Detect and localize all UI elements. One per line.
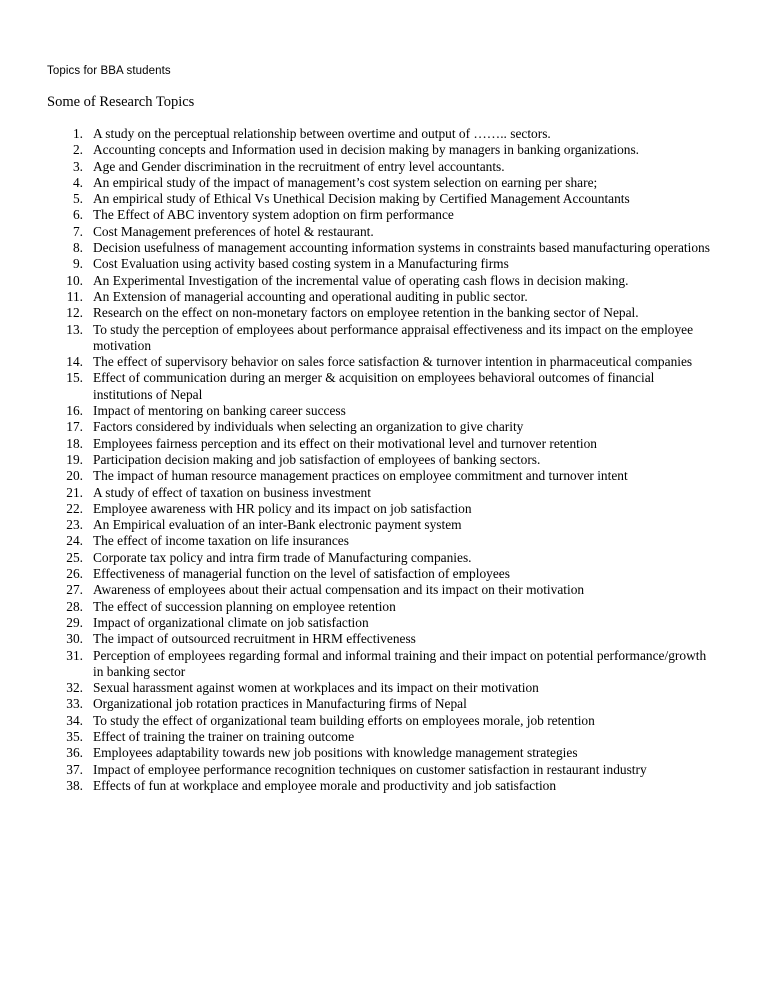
list-item [0, 354, 713, 370]
list-item [0, 322, 713, 355]
list-item-number: 12. [66, 305, 83, 321]
document-header: Topics for BBA students [47, 65, 171, 77]
list-item-text: Corporate tax policy and intra firm trade of Manufacturing companies. [93, 549, 472, 565]
list-item [0, 566, 713, 582]
list-item [0, 599, 713, 615]
list-item-text: The impact of human resource management practices on employee commitment and turnover intent [93, 468, 628, 484]
list-item-text: An Experimental Investigation of the incremental value of operating cash flows in decision making. [93, 272, 629, 288]
list-item-text: Organizational job rotation practices in Manufacturing firms of Nepal [93, 696, 467, 712]
list-item-number: 17. [66, 419, 83, 435]
list-item-number: 38. [66, 777, 83, 793]
list-item [0, 452, 713, 468]
list-item-number: 11. [66, 288, 83, 304]
list-item [0, 533, 713, 549]
list-item [0, 289, 713, 305]
list-item-number: 10. [66, 272, 83, 288]
list-item-number: 3. [72, 158, 83, 174]
list-item [0, 648, 713, 681]
list-item [0, 126, 713, 142]
list-item [0, 305, 713, 321]
list-item-text: An empirical study of the impact of management’s cost system selection on earning per share; [93, 174, 598, 190]
list-item-text: Effect of training the trainer on training outcome [93, 728, 355, 744]
list-item [0, 713, 713, 729]
list-item-text: Cost Management preferences of hotel & restaurant. [93, 223, 374, 239]
list-item [0, 175, 713, 191]
list-item-text: A study on the perceptual relationship between overtime and output of …….. sectors. [93, 126, 551, 141]
list-item-number: 4. [72, 174, 83, 190]
list-item-number: 35. [66, 728, 83, 744]
list-item-text: Impact of employee performance recognition techniques on customer satisfaction in restaurant industry [93, 761, 647, 777]
list-item-number: 5. [72, 191, 83, 207]
list-item-text: Employees adaptability towards new job positions with knowledge management strategies [93, 745, 578, 761]
list-item-text: An Empirical evaluation of an inter-Bank electronic payment system [93, 517, 462, 533]
list-item-number: 8. [72, 240, 83, 256]
list-item-text: Sexual harassment against women at workplaces and its impact on their motivation [93, 680, 539, 696]
list-item [0, 501, 713, 517]
list-item-text: To study the effect of organizational team building efforts on employees morale, job retention [93, 712, 595, 728]
list-item-text: Awareness of employees about their actual compensation and its impact on their motivation [93, 582, 585, 598]
list-item-text: Perception of employees regarding formal and informal training and their impact on potential performance/growth in banking sector [93, 647, 707, 679]
list-item-text: The effect of supervisory behavior on sales force satisfaction & turnover intention in pharmaceutical companies [93, 354, 693, 370]
list-item-number: 21. [66, 484, 83, 500]
list-item [0, 419, 713, 435]
list-item-text: Effects of fun at workplace and employee morale and productivity and job satisfaction [93, 777, 557, 793]
list-item-number: 25. [66, 549, 83, 565]
list-item-number: 34. [66, 712, 83, 728]
list-item-number: 33. [66, 696, 83, 712]
list-item [0, 517, 713, 533]
list-item [0, 273, 713, 289]
list-item-number: 29. [66, 614, 83, 630]
list-item [0, 142, 713, 158]
list-item [0, 207, 713, 223]
list-item-number: 1. [72, 126, 83, 141]
list-item-text: A study of effect of taxation on business investment [93, 484, 371, 500]
list-item [0, 762, 713, 778]
list-item-number: 26. [66, 566, 83, 582]
list-item [0, 696, 713, 712]
list-item-number: 9. [72, 256, 83, 272]
list-item-number: 13. [66, 321, 83, 337]
list-item-text: Participation decision making and job satisfaction of employees of banking sectors. [93, 451, 541, 467]
list-item-number: 19. [66, 451, 83, 467]
list-item-text: Effect of communication during an merger & acquisition on employees behavioral outcomes of financial institutions of Nepal [93, 370, 655, 402]
list-item-text: Accounting concepts and Information used in decision making by managers in banking organizations. [93, 142, 640, 158]
list-item-text: Effectiveness of managerial function on the level of satisfaction of employees [93, 566, 510, 582]
list-item-text: Factors considered by individuals when selecting an organization to give charity [93, 419, 524, 435]
list-item-number: 18. [66, 435, 83, 451]
list-item [0, 778, 713, 794]
list-item [0, 159, 713, 175]
list-item [0, 615, 713, 631]
list-item-text: Age and Gender discrimination in the recruitment of entry level accountants. [93, 158, 505, 174]
list-item [0, 729, 713, 745]
list-item-number: 31. [66, 647, 83, 663]
list-item [0, 224, 713, 240]
list-item-number: 7. [72, 223, 83, 239]
list-item [0, 485, 713, 501]
list-item [0, 550, 713, 566]
list-item [0, 370, 713, 403]
list-item [0, 631, 713, 647]
page-title: Some of Research Topics [47, 94, 195, 110]
list-item [0, 191, 713, 207]
list-item [0, 468, 713, 484]
list-item-number: 2. [72, 142, 83, 158]
list-item-text: Decision usefulness of management accounting information systems in constraints based manufacturing operations [93, 240, 710, 256]
topic-list [0, 126, 768, 794]
list-item [0, 436, 713, 452]
list-item-text: The Effect of ABC inventory system adoption on firm performance [93, 207, 454, 223]
list-item-number: 24. [66, 533, 83, 549]
list-item-number: 27. [66, 582, 83, 598]
list-item [0, 582, 713, 598]
list-item-text: The impact of outsourced recruitment in HRM effectiveness [93, 631, 416, 647]
list-item-text: An Extension of managerial accounting and operational auditing in public sector. [93, 288, 528, 304]
list-item-text: Cost Evaluation using activity based costing system in a Manufacturing firms [93, 256, 509, 272]
list-item [0, 745, 713, 761]
list-item-text: To study the perception of employees about performance appraisal effectiveness and its impact on the employee motivation [93, 321, 694, 353]
list-item [0, 240, 713, 256]
list-item-number: 6. [72, 207, 83, 223]
list-item-text: Research on the effect on non-monetary factors on employee retention in the banking sector of Nepal. [93, 305, 639, 321]
list-item-text: Employees fairness perception and its effect on their motivational level and turnover retention [93, 435, 597, 451]
list-item-text: Impact of mentoring on banking career success [93, 403, 346, 419]
list-item-text: The effect of succession planning on employee retention [93, 598, 396, 614]
list-item-number: 30. [66, 631, 83, 647]
list-item-number: 20. [66, 468, 83, 484]
list-item [0, 680, 713, 696]
list-item-text: An empirical study of Ethical Vs Unethical Decision making by Certified Management Accountants [93, 191, 630, 207]
list-item-text: Employee awareness with HR policy and its impact on job satisfaction [93, 500, 472, 516]
list-item-number: 15. [66, 370, 83, 386]
list-item-text: Impact of organizational climate on job satisfaction [93, 614, 369, 630]
list-item-number: 28. [66, 598, 83, 614]
list-item-number: 14. [66, 354, 83, 370]
list-item [0, 256, 713, 272]
list-item-text: The effect of income taxation on life insurances [93, 533, 349, 549]
list-item-number: 16. [66, 403, 83, 419]
list-item-number: 37. [66, 761, 83, 777]
list-item [0, 403, 713, 419]
list-item-number: 22. [66, 500, 83, 516]
list-item-number: 23. [66, 517, 83, 533]
list-item-number: 36. [66, 745, 83, 761]
list-item-number: 32. [66, 680, 83, 696]
